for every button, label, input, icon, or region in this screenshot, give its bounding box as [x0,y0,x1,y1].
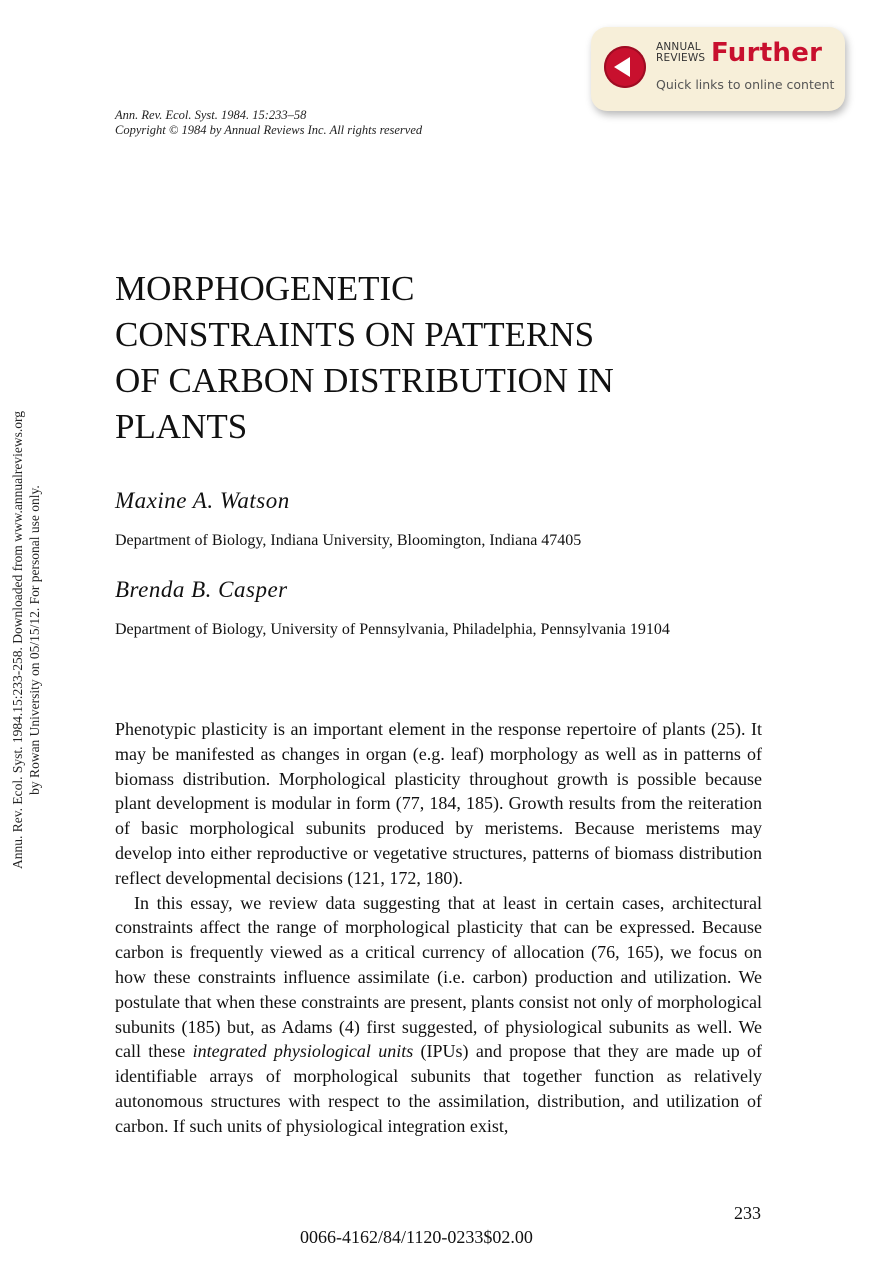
issn-code: 0066-4162/84/1120-0233$02.00 [300,1227,533,1247]
italic-term: integrated physiological units [192,1041,414,1062]
title-line: OF CARBON DISTRIBUTION IN [115,361,614,400]
page-number: 233 [734,1203,761,1223]
paragraph-text: In this essay, we review data suggesting that at least in certain cases, architectural constraints affect the range of morphological plasticity that can be expressed. Because carbon is frequently viewed as a critical currency of allocation (76, 165), we focus on how these constraints influence assimilate (i.e. carbon) production and utilization. We postulate that when these constraints are present, plants consist not only of morphological subunits (185) but, as Adams (4) first suggested, of physiological subunits as well. We call these [115,892,762,1062]
author-name: Maxine A. Watson [115,488,290,513]
annual-reviews-wordmark [656,42,705,64]
download-notice-line2: by Rowan University on 05/15/12. For personal use only. [27,485,42,795]
further-word: Further [711,38,823,68]
annual-reviews-further-banner[interactable] [591,27,845,111]
copyright-line: Copyright © 1984 by Annual Reviews Inc. All rights reserved [115,123,423,137]
further-tagline[interactable]: Quick links to online content [656,77,835,92]
reviews-word: REVIEWS [656,52,706,64]
author-affiliation: Department of Biology, University of Pennsylvania, Philadelphia, Pennsylvania 19104 [115,621,670,638]
author-affiliation: Department of Biology, Indiana University, Bloomington, Indiana 47405 [115,532,582,549]
annual-word: ANNUAL [656,41,701,53]
author-name: Brenda B. Casper [115,577,288,602]
citation-line: Ann. Rev. Ecol. Syst. 1984. 15:233–58 [115,108,307,122]
journal-header [115,108,422,138]
back-arrow-icon[interactable] [604,46,646,88]
article-body [115,717,762,1139]
title-line: MORPHOGENETIC [115,269,415,308]
body-paragraph [115,891,762,1139]
body-paragraph: Phenotypic plasticity is an important element in the response repertoire of plants (25). It may be manifested as changes in organ (e.g. leaf) morphology as well as in patterns of biomass distribution. Morphological plasticity throughout growth is possible because plant development is modular in form (77, 184, 185). Growth results from the reiteration of basic morphological subunits produced by meristems. Because meristems may develop into either reproductive or vegetative structures, patterns of biomass distribution reflect developmental decisions (121, 172, 180). [115,719,762,888]
paragraph-text: (IPUs) and propose that they are made up of identifiable arrays of morphological subunits that together function as relatively autonomous structures with respect to the assimilation, distribution, and utilization of carbon. If such units of physiological integration exist, [115,1041,763,1136]
title-line: CONSTRAINTS ON PATTERNS [115,315,595,354]
download-notice-line1: Annu. Rev. Ecol. Syst. 1984.15:233-258. Downloaded from www.annualreviews.org [10,410,25,870]
article-title [115,266,755,450]
title-line: PLANTS [115,407,248,446]
